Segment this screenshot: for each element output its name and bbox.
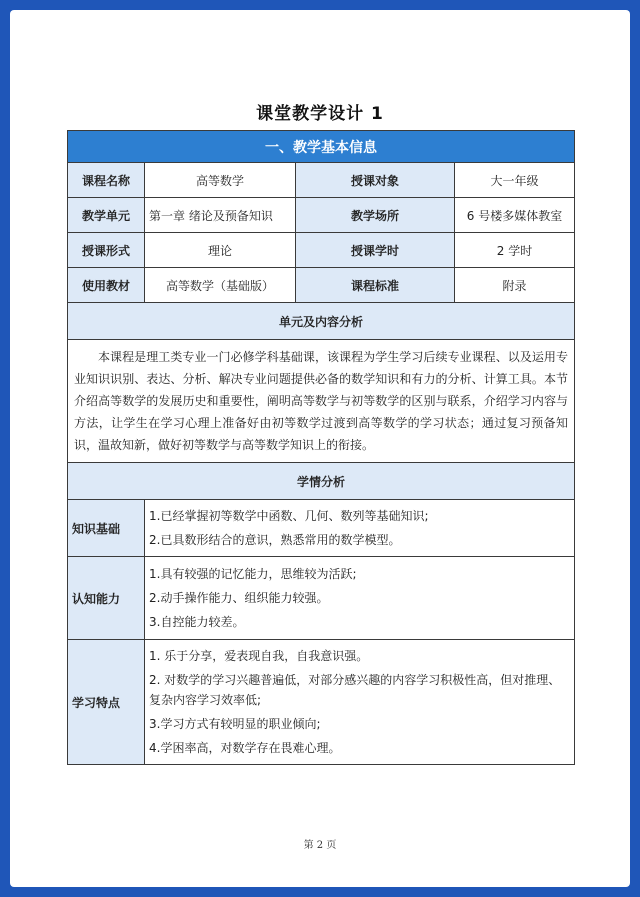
list-item: 3.学习方式有较明显的职业倾向; <box>149 717 321 731</box>
list-item: 2.已具数形结合的意识，熟悉常用的数学模型。 <box>149 533 401 547</box>
table-row <box>68 198 575 233</box>
knowledge-base-items <box>145 500 575 557</box>
table-row <box>68 557 575 640</box>
label-venue: 教学场所 <box>296 198 455 233</box>
label-unit: 教学单元 <box>68 198 145 233</box>
label-textbook: 使用教材 <box>68 268 145 303</box>
section-basic-info-header: 一、教学基本信息 <box>68 131 575 163</box>
label-audience: 授课对象 <box>296 163 455 198</box>
list-item: 1. 乐于分享，爱表现自我，自我意识强。 <box>149 649 369 663</box>
label-knowledge-base: 知识基础 <box>68 500 145 557</box>
unit-analysis-text: 本课程是理工类专业一门必修学科基础课，该课程为学生学习后续专业课程、以及运用专业知识识别、表达、分析、解决专业问题提供必备的数学知识和有力的分析、计算工具。本节介绍高等数学的发展历史和重要性，阐明高等数学与初等数学的区别与联系，介绍学习内容与方法，让学生在学习心理上准备好由初等数学过渡到高等数学的学习状态；通过复习预备知识，温故知新，做好初等数学与高等数学知识上的衔接。 <box>68 340 575 463</box>
table-row <box>68 233 575 268</box>
list-item: 4.学困率高，对数学存在畏难心理。 <box>149 741 341 755</box>
table-row <box>68 163 575 198</box>
list-item: 1.已经掌握初等数学中函数、几何、数列等基础知识; <box>149 509 429 523</box>
label-format: 授课形式 <box>68 233 145 268</box>
value-format: 理论 <box>145 233 296 268</box>
table-row <box>68 268 575 303</box>
list-item: 3.自控能力较差。 <box>149 615 245 629</box>
document-title: 课堂教学设计 1 <box>256 104 384 124</box>
value-unit: 第一章 绪论及预备知识 <box>145 198 296 233</box>
student-analysis-header: 学情分析 <box>68 463 575 500</box>
value-hours: 2 学时 <box>455 233 575 268</box>
lesson-design-table <box>67 130 575 765</box>
list-item: 1.具有较强的记忆能力，思维较为活跃; <box>149 567 357 581</box>
list-item: 2.动手操作能力、组织能力较强。 <box>149 591 329 605</box>
label-learning-traits: 学习特点 <box>68 640 145 765</box>
value-course-name: 高等数学 <box>145 163 296 198</box>
document-page <box>10 10 630 887</box>
unit-analysis-header: 单元及内容分析 <box>68 303 575 340</box>
table-row <box>68 500 575 557</box>
cognitive-ability-items <box>145 557 575 640</box>
value-venue: 6 号楼多媒体教室 <box>455 198 575 233</box>
label-hours: 授课学时 <box>296 233 455 268</box>
page-number: 第 2 页 <box>303 840 337 851</box>
value-audience: 大一年级 <box>455 163 575 198</box>
label-cognitive-ability: 认知能力 <box>68 557 145 640</box>
table-row <box>68 640 575 765</box>
label-standard: 课程标准 <box>296 268 455 303</box>
list-item: 2. 对数学的学习兴趣普遍低，对部分感兴趣的内容学习积极性高，但对推理、复杂内容学习效率低; <box>149 673 561 707</box>
value-textbook: 高等数学（基础版） <box>145 268 296 303</box>
learning-traits-items <box>145 640 575 765</box>
value-standard: 附录 <box>455 268 575 303</box>
label-course-name: 课程名称 <box>68 163 145 198</box>
